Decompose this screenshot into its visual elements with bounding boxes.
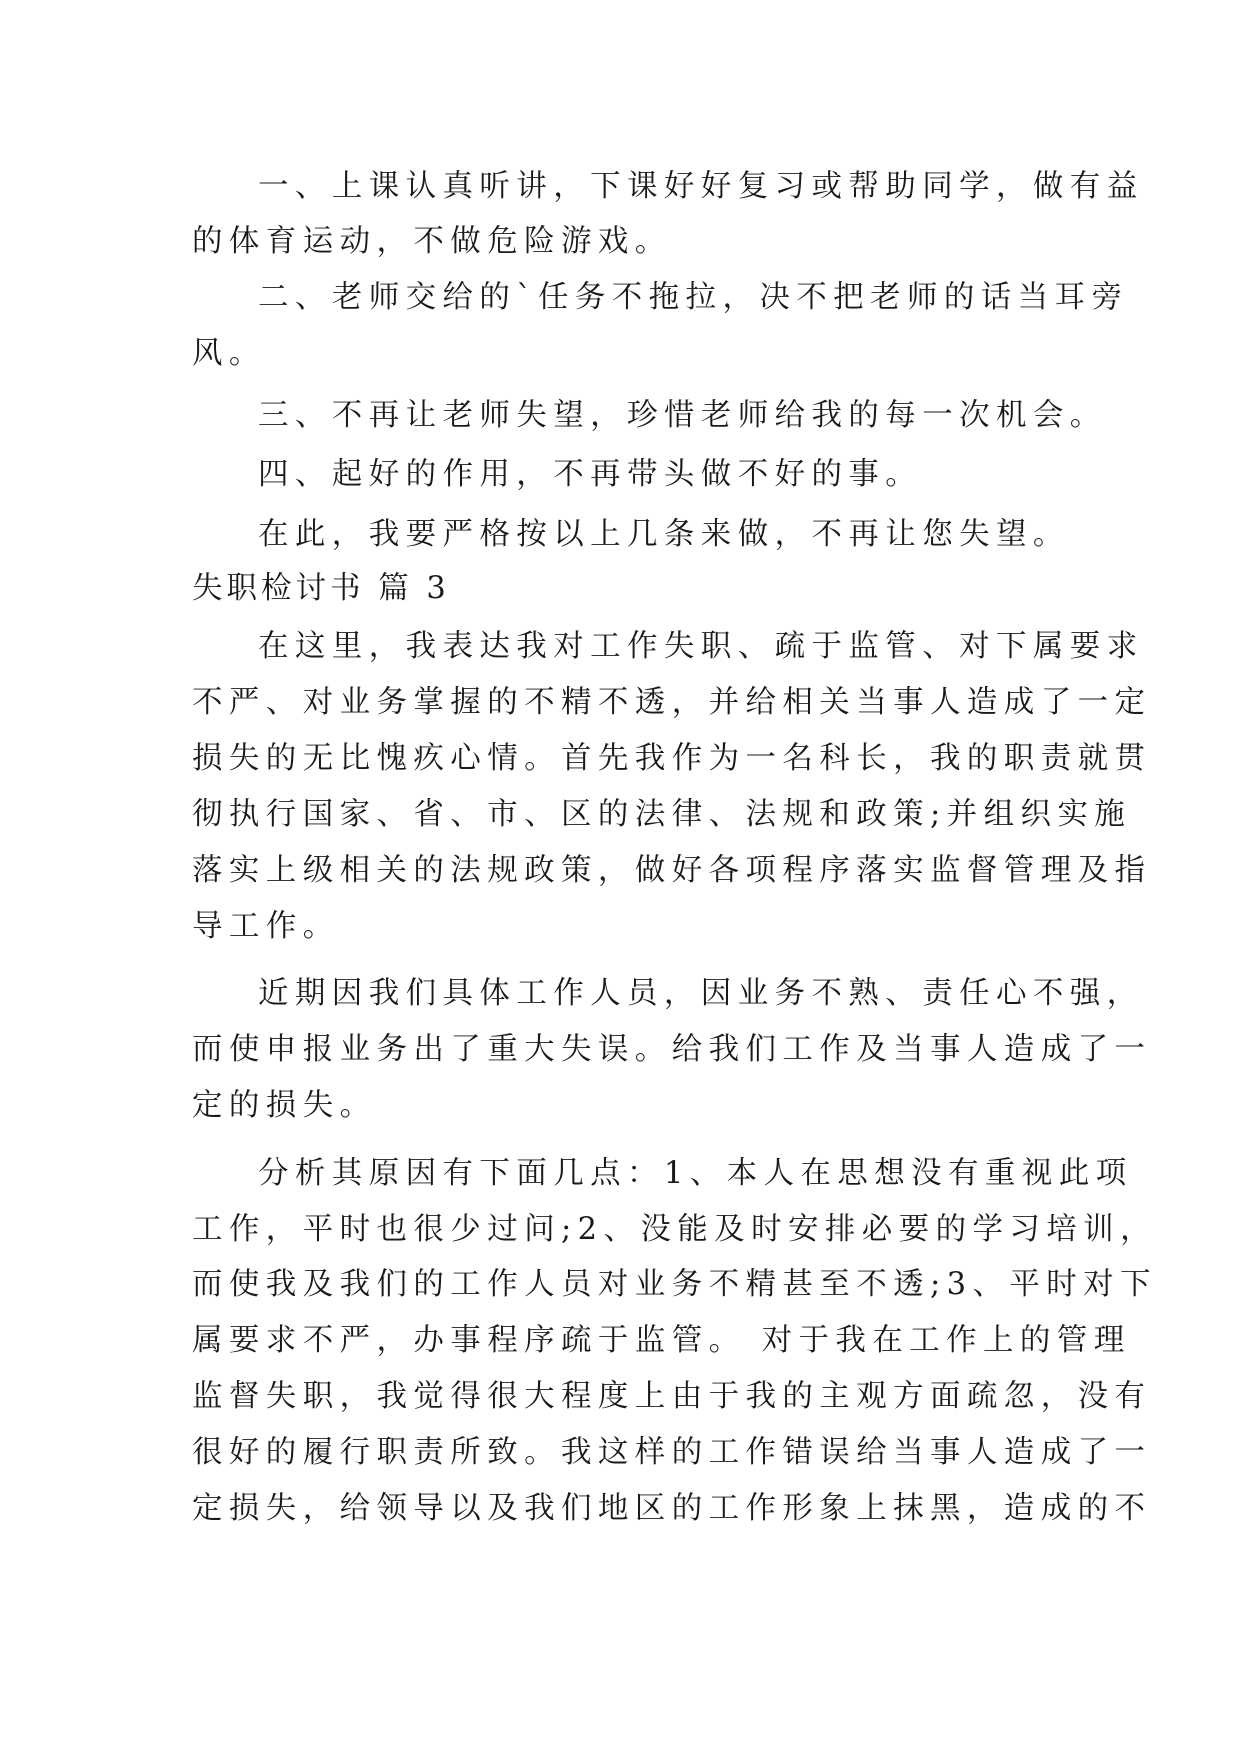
paragraph-line: 二、老师交给的`任务不拖拉，决不把老师的话当耳旁 [258, 280, 1129, 315]
section-heading: 失职检讨书 篇 3 [192, 571, 450, 606]
paragraph-line: 四、起好的作用，不再带头做不好的事。 [258, 457, 923, 492]
paragraph-line: 定损失，给领导以及我们地区的工作形象上抹黑，造成的不 [192, 1491, 1152, 1526]
paragraph-line: 而使申报业务出了重大失误。给我们工作及当事人造成了一 [192, 1032, 1152, 1067]
paragraph-line: 工作，平时也很少过问;2、没能及时安排必要的学习培训， [192, 1212, 1157, 1247]
paragraph-line: 在这里，我表达我对工作失职、疏于监管、对下属要求 [258, 629, 1144, 664]
paragraph-line: 三、不再让老师失望，珍惜老师给我的每一次机会。 [258, 398, 1107, 433]
paragraph-line: 损失的无比愧疚心情。首先我作为一名科长，我的职责就贯 [192, 741, 1152, 776]
paragraph-line: 的体育运动，不做危险游戏。 [192, 224, 672, 259]
paragraph-line: 彻执行国家、省、市、区的法律、法规和政策;并组织实施 [192, 797, 1132, 832]
paragraph-line: 风。 [192, 336, 266, 371]
paragraph-line: 不严、对业务掌握的不精不透，并给相关当事人造成了一定 [192, 685, 1152, 720]
paragraph-line: 落实上级相关的法规政策，做好各项程序落实监督管理及指 [192, 853, 1152, 888]
paragraph-line: 监督失职，我觉得很大程度上由于我的主观方面疏忽，没有 [192, 1379, 1152, 1414]
paragraph-line: 分析其原因有下面几点：1、本人在思想没有重视此项 [258, 1156, 1133, 1191]
paragraph-line: 很好的履行职责所致。我这样的工作错误给当事人造成了一 [192, 1435, 1152, 1470]
paragraph-line: 在此，我要严格按以上几条来做，不再让您失望。 [258, 517, 1070, 552]
paragraph-line: 一、上课认真听讲，下课好好复习或帮助同学，做有益 [258, 169, 1144, 204]
paragraph-line: 近期因我们具体工作人员，因业务不熟、责任心不强， [258, 976, 1144, 1011]
paragraph-line: 属要求不严，办事程序疏于监管。 对于我在工作上的管理 [192, 1323, 1131, 1358]
paragraph-line: 而使我及我们的工作人员对业务不精甚至不透;3、平时对下 [192, 1267, 1157, 1302]
paragraph-line: 定的损失。 [192, 1088, 377, 1123]
paragraph-line: 导工作。 [192, 909, 340, 944]
